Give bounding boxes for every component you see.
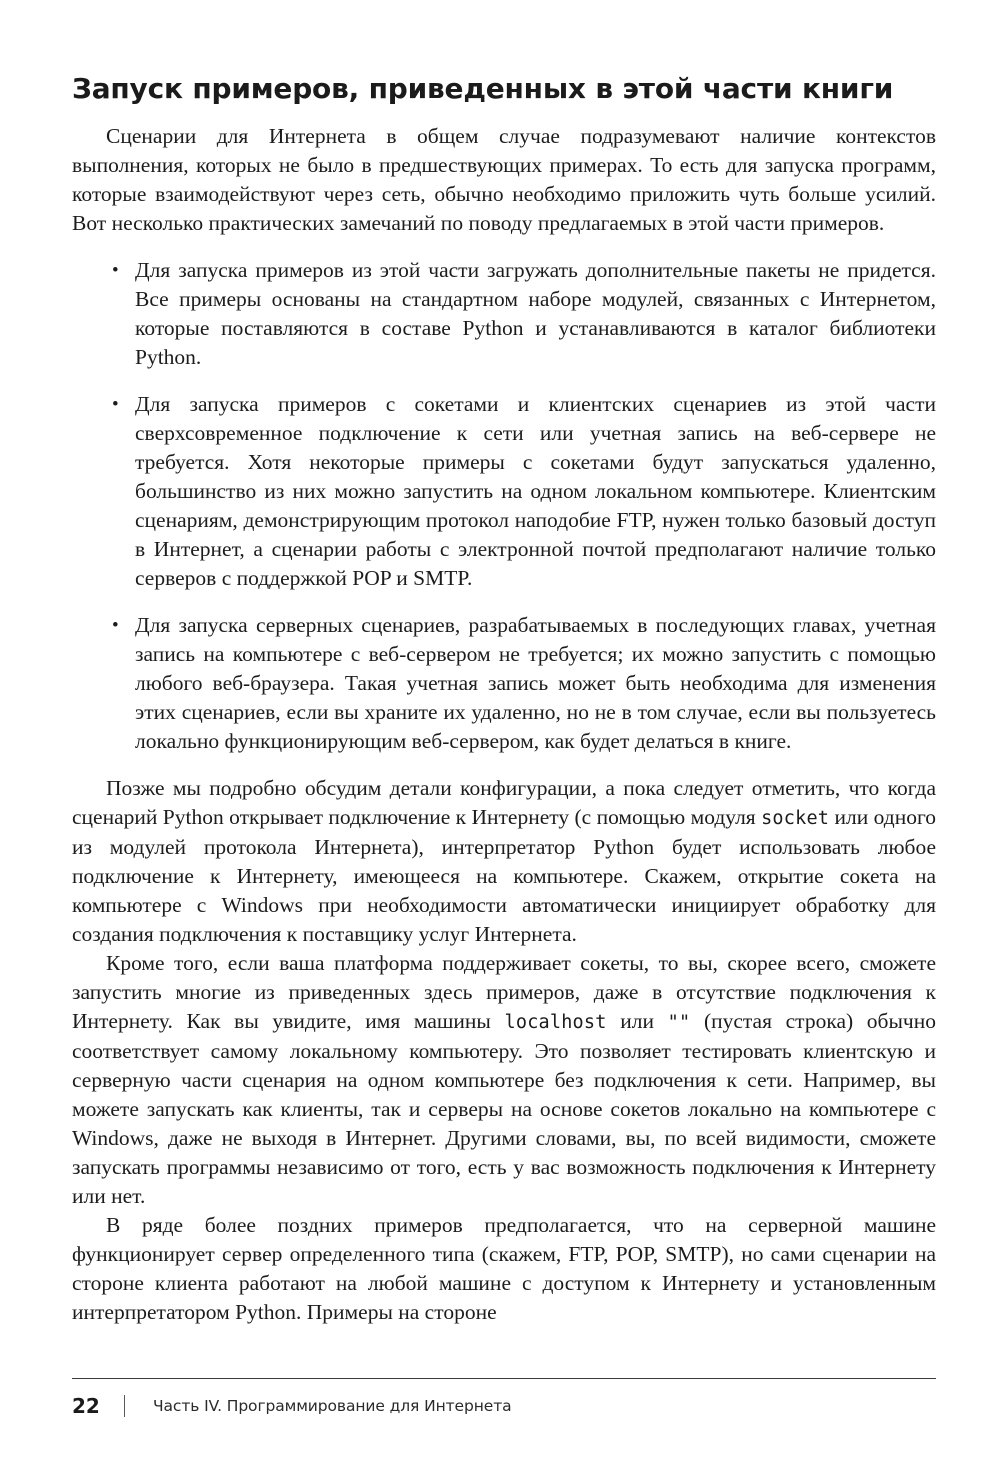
- configuration-paragraph-text-after: или одного из модулей протокола Интернета), интерпретатор Python будет использовать любое подключение к Интернету, имеющееся на компьютере. Скажем, открытие сокета на компьютере с Windows при необходимости автоматически инициирует обработку для создания подключения к поставщику услуг Интернета.: [72, 805, 936, 946]
- list-item-text: Для запуска серверных сценариев, разрабатываемых в последующих главах, учетная запись на компьютере с веб-сервером не требуется; их можно запустить с помощью любого веб-браузера. Такая учетная запись может быть необходима для изменения этих сценариев, если вы храните их удаленно, но не в том случае, если вы пользуетесь локально функционирующим веб-сервером, как будет делаться в книге.: [135, 613, 936, 753]
- list-item-text: Для запуска примеров из этой части загружать дополнительные пакеты не придется. Все примеры основаны на стандартном наборе модулей, связанных с Интернетом, которые поставляются в составе Python и устанавливаются в каталог библиотеки Python.: [135, 258, 936, 369]
- list-item: [72, 256, 936, 372]
- sockets-paragraph-text-2: или: [606, 1009, 668, 1033]
- page-title: Запуск примеров, приведенных в этой части книги: [72, 72, 894, 105]
- bullet-list: [72, 256, 936, 756]
- page-content: [72, 72, 936, 1327]
- sockets-paragraph-text-1: Кроме того, если ваша платформа поддерживает сокеты, то вы, скорее всего, сможете запустить многие из приведенных здесь примеров, даже в отсутствие подключения к Интернету. Как вы увидите, имя машины: [72, 951, 936, 1033]
- page-number: 22: [72, 1394, 100, 1418]
- inline-code-socket: socket: [761, 808, 830, 829]
- bullet-point-icon: •: [112, 394, 119, 415]
- inline-code-empty-string: "": [667, 1012, 691, 1033]
- configuration-paragraph-text-before: Позже мы подробно обсудим детали конфигурации, а пока следует отметить, что когда сценарий Python открывает подключение к Интернету (с помощью модуля: [72, 776, 936, 829]
- part-title-label: Часть IV. Программирование для Интернета: [153, 1397, 512, 1415]
- sockets-paragraph-text-3: (пустая строка) обычно соответствует самому локальному компьютеру. Это позволяет тестировать клиентскую и серверную части сценария на одном компьютере без подключения к сети. Например, вы можете запускать как клиенты, так и серверы на основе сокетов локально на компьютере с Windows, даже не выходя в Интернет. Другими словами, вы, по всей видимости, сможете запускать программы независимо от того, есть у вас возможность подключения к Интернету или нет.: [72, 1009, 936, 1208]
- list-item: [72, 611, 936, 756]
- bullet-point-icon: •: [112, 615, 119, 636]
- list-item: [72, 390, 936, 593]
- sockets-paragraph: [72, 949, 936, 1211]
- page-footer: [72, 1378, 936, 1419]
- footer-divider-rule: [72, 1378, 936, 1379]
- configuration-paragraph: [72, 774, 936, 949]
- servers-paragraph: В ряде более поздних примеров предполагается, что на серверной машине функционирует сервер определенного типа (скажем, FTP, POP, SMTP), но сами сценарии на стороне клиента работают на любой машине с доступом к Интернету и установленным интерпретатором Python. Примеры на стороне: [72, 1213, 936, 1324]
- footer-vertical-separator: [124, 1395, 125, 1417]
- inline-code-localhost: localhost: [504, 1012, 607, 1033]
- bullet-point-icon: •: [112, 260, 119, 281]
- intro-paragraph: Сценарии для Интернета в общем случае подразумевают наличие контекстов выполнения, которых не было в предшествующих примерах. То есть для запуска программ, которые взаимодействуют через сеть, обычно необходимо приложить чуть больше усилий. Вот несколько практических замечаний по поводу предлагаемых в этой части примеров.: [72, 124, 936, 235]
- list-item-text: Для запуска примеров с сокетами и клиентских сценариев из этой части сверхсовременное подключение к сети или учетная запись на веб-сервере не требуется. Хотя некоторые примеры с сокетами будут запускаться удаленно, большинство из них можно запустить на одном локальном компьютере. Клиентским сценариям, демонстрирующим протокол наподобие FTP, нужен только базовый доступ в Интернет, а сценарии работы с электронной почтой предполагают наличие только серверов с поддержкой POP и SMTP.: [135, 392, 936, 590]
- footer-row: [72, 1393, 936, 1419]
